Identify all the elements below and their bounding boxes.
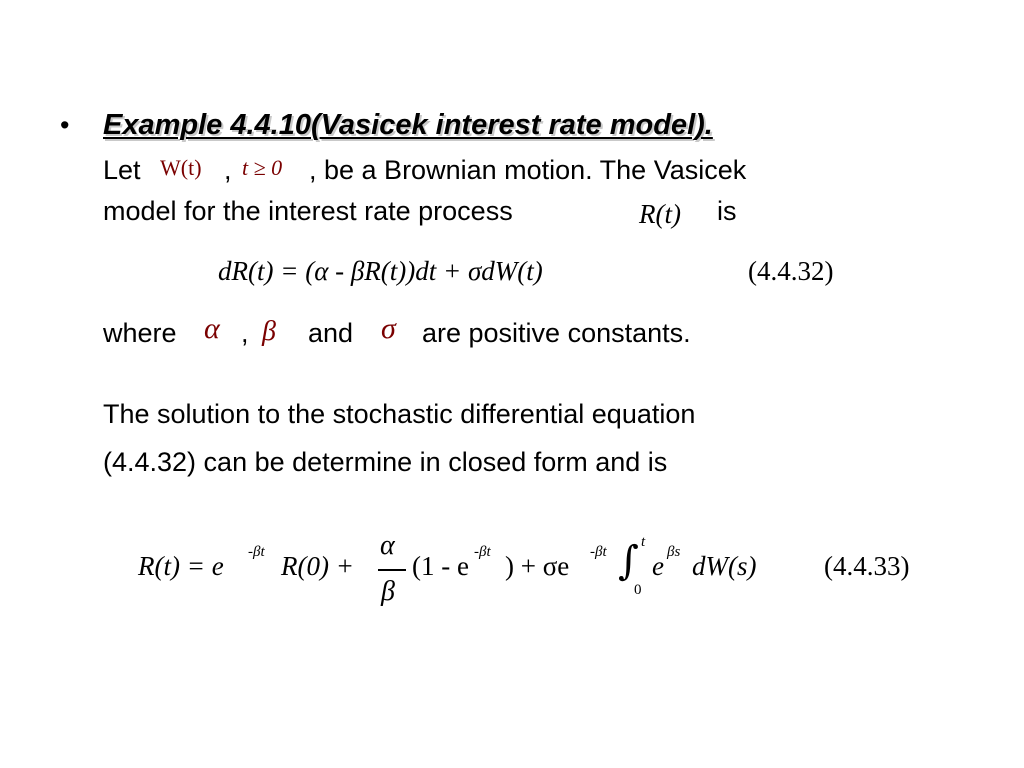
sigma-symbol: σ [381,312,396,345]
eq2-exp2: -βt [474,544,491,560]
eq2-part6: dW(s) [692,551,757,581]
eq2-frac-den: β [381,576,395,607]
line2-suffix: is [717,196,737,226]
r-of-t-symbol: R(t) [639,199,681,229]
line2-prefix: model for the interest rate process [103,196,513,226]
equation-4-4-32: dR(t) = (α - βR(t))dt + σdW(t) [218,256,543,286]
where-and: and [308,318,354,348]
eq2-exp3: -βt [590,544,607,560]
para2-line2: (4.4.32) can be determine in closed form and is [103,447,668,477]
alpha-symbol: α [204,312,220,345]
eq2-exp1: -βt [248,544,265,560]
equation-4-4-33-label: (4.4.33) [824,551,910,581]
where-comma: , [241,318,249,348]
eq2-lhs: R(t) = e [138,551,224,581]
eq2-frac-bar [378,569,406,571]
line1-suffix: , be a Brownian motion. The Vasicek [309,155,747,185]
bullet: • [60,110,70,140]
eq2-integral-upper: t [641,534,646,550]
beta-symbol: β [262,316,276,347]
w-of-t-symbol: W(t) [160,155,202,180]
para2-line1: The solution to the stochastic differential equation [103,399,696,429]
eq2-exp4: βs [667,544,681,560]
eq2-part5: e [652,551,664,581]
equation-4-4-32-label: (4.4.32) [748,256,834,286]
eq2-part2: R(0) + [281,551,354,581]
t-ge-0-symbol: t ≥ 0 [242,155,283,180]
line1-let: Let [103,155,141,185]
eq2-integral-sign: ∫ [618,538,639,584]
eq2-part3: (1 - e [412,551,469,581]
line1-comma: , [224,155,232,185]
where-suffix: are positive constants. [422,318,691,348]
eq2-part4: ) + σe [505,551,570,581]
slide-heading: Example 4.4.10(Vasicek interest rate model). [103,109,713,141]
eq2-frac-num: α [380,530,395,561]
eq2-integral-lower: 0 [634,582,642,598]
where-prefix: where [103,318,177,348]
